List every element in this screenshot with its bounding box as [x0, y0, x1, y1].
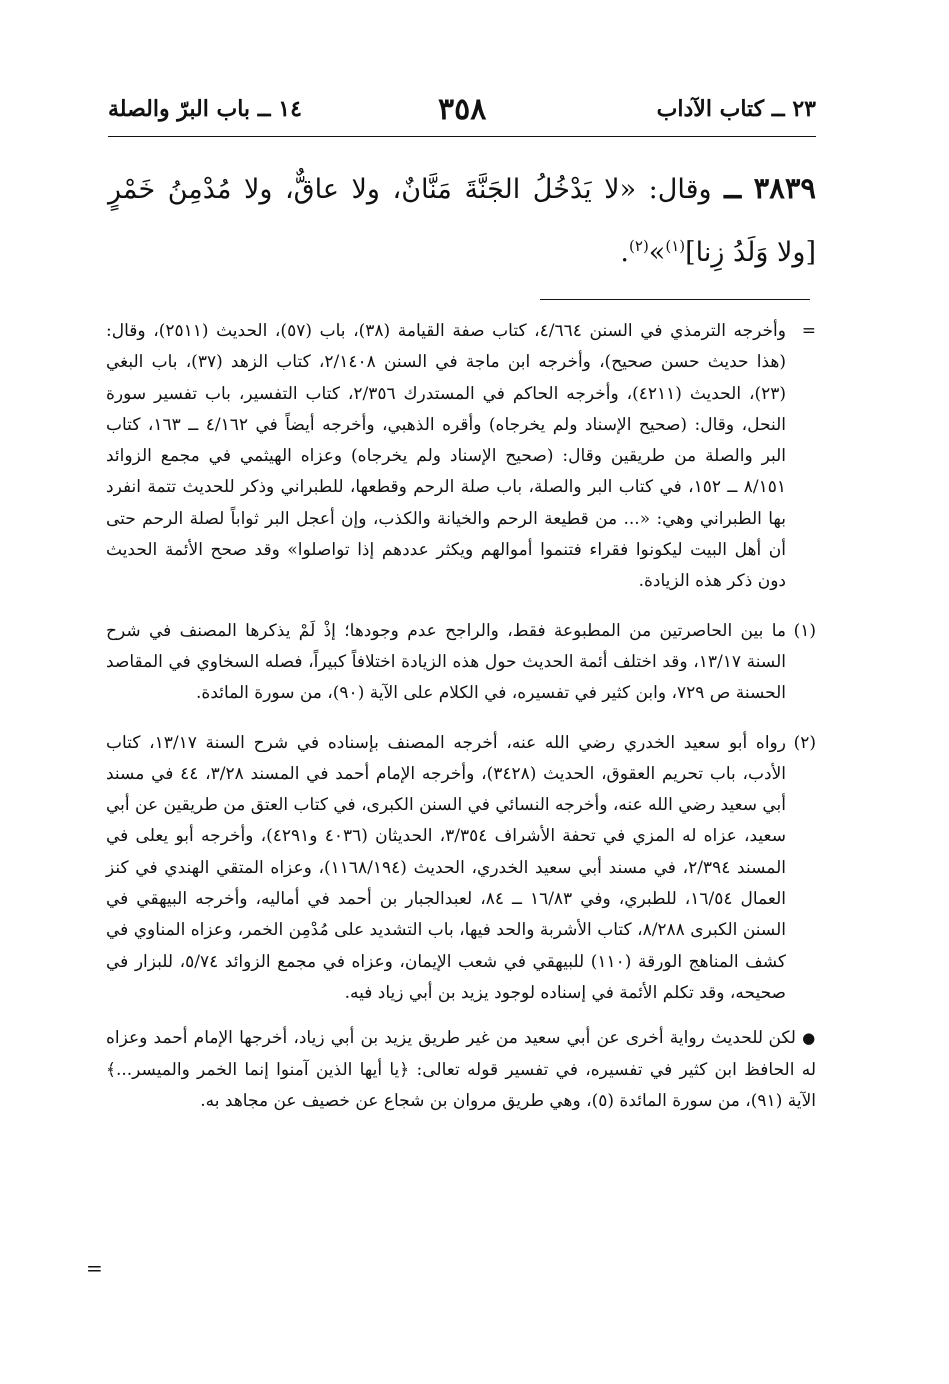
- footnote-2-addendum: [106, 1023, 816, 1117]
- page-header: [108, 92, 816, 132]
- continues-marker: =: [86, 1256, 103, 1280]
- footnote-divider: [540, 299, 810, 300]
- hadith-number: ٣٨٣٩: [753, 171, 816, 205]
- hadith-close-quote: »: [648, 237, 666, 268]
- hadith-body: وقال: «لا يَدْخُلُ الجَنَّةَ مَنَّانٌ، ولا عاقٌّ، ولا مُدْمِنُ خَمْرٍ [ولا وَلَدُ زِنا]: [108, 174, 816, 268]
- addendum-text: لكن للحديث رواية أخرى عن أبي سعيد من غير طريق يزيد بن أبي زياد، أخرجها الإمام أحمد وعزاه له الحافظ ابن كثير في تفسيره، في تفسير قوله تعالى: ﴿يا أيها الذين آمنوا إنما الخمر والميسر...﴾ الآية (٩١)، من سورة المائدة (٥)، وهي طريق مروان بن شجاع عن خصيف عن مجاهد به.: [106, 1028, 816, 1111]
- header-divider: [108, 136, 816, 137]
- footnote-1-text: ما بين الحاصرتين من المطبوعة فقط، والراجح عدم وجودها؛ إذْ لَمْ يذكرها المصنف في شرح السنة ١٣/١٧، وقد اختلف أئمة الحديث حول هذه الزيادة اختلافاً كبيراً، فصله السخاوي في المقاصد الحسنة ص ٧٢٩، وابن كثير في تفسيره، في الكلام على الآية (٩٠)، من سورة المائدة.: [106, 620, 786, 704]
- hadith-dash: ــ: [724, 171, 742, 205]
- continuation-text: وأخرجه الترمذي في السنن ٤/٦٦٤، كتاب صفة القيامة (٣٨)، باب (٥٧)، الحديث (٢٥١١)، وقال: (هذا حديث حسن صحيح)، وأخرجه ابن ماجة في السنن ٢/١٤٠٨، كتاب الزهد (٣٧)، باب البغي (٢٣)، الحديث (٤٢١١)، وأخرجه الحاكم في المستدرك ٢/٣٥٦، كتاب التفسير، باب تفسير سورة النحل، وقال: (صحيح الإسناد ولم يخرجاه) وأقره الذهبي، وأخرجه أيضاً في ٤/١٦٢ ــ ١٦٣، كتاب البر والصلة من طريقين وقال: (صحيح الإسناد ولم يخرجاه) وعزاه الهيثمي في مجمع الزوائد ٨/١٥١ ــ ١٥٢، في كتاب البر والصلة، باب صلة الرحم وقطعها، للطبراني وذكر للحديث تتمة انفرد بها الطبراني وهي: «... من قطيعة الرحم والخيانة والكذب، وإن أعجل البر ثواباً لصلة الرحم حتى أن أهل البيت ليكونوا فقراء فتنموا أموالهم ويكثر عددهم إذا تواصلوا» وقد صحح الأئمة الحديث دون ذكر هذه الزيادة.: [106, 321, 786, 592]
- continuation-marker: =: [801, 321, 816, 341]
- footnote-1-marker: (١): [793, 620, 816, 641]
- footnote-2-marker: (٢): [793, 732, 816, 753]
- chapter-title: ٢٣ ــ كتاب الآداب: [656, 96, 816, 122]
- footnote-continuation: [106, 316, 816, 598]
- footnote-2-text: رواه أبو سعيد الخدري رضي الله عنه، أخرجه المصنف بإسناده في شرح السنة ١٣/١٧، كتاب الأدب، باب تحريم العقوق، الحديث (٣٤٢٨)، وأخرجه الإمام أحمد في المسند ٣/٢٨، ٤٤ في مسند أبي سعيد رضي الله عنه، وأخرجه النسائي في السنن الكبرى، في كتاب العتق من طريقين عن أبي سعيد، عزاه له المزي في تحفة الأشراف ٣/٣٥٤، الحديثان (٤٠٣٦ و٤٢٩١)، وأخرجه أبو يعلى في المسند ٢/٣٩٤، في مسند أبي سعيد الخدري، الحديث (١١٦٨/١٩٤)، وعزاه المتقي الهندي في كنز العمال ١٦/٥٤، للطبري، وفي ١٦/٨٣ ــ ٨٤، لعبدالجبار بن أحمد في أماليه، وأخرجه البيهقي في السنن الكبرى ٨/٢٨٨، كتاب الأشربة والحد فيها، باب التشديد على مُدْمِن الخمر، وعزاه المناوي في كشف المناهج الورقة (١١٠) للبيهقي في شعب الإيمان، وعزاه في مجمع الزوائد ٥/٧٤، للبزار في صحيحه، وقد تكلم الأئمة في إسناده لوجود يزيد بن أبي زياد فيه.: [106, 732, 786, 1003]
- hadith-end: .: [620, 237, 630, 268]
- section-title: ١٤ ــ باب البرّ والصلة: [108, 96, 302, 122]
- hadith-text: [108, 160, 816, 281]
- page-number: ٣٥٨: [438, 92, 487, 127]
- footnote-ref-1: (١): [665, 237, 686, 255]
- bullet-icon: ●: [802, 1029, 817, 1048]
- footnotes: [106, 316, 816, 1117]
- footnote-2: [106, 728, 816, 1010]
- footnote-ref-2: (٢): [629, 237, 649, 255]
- footnote-1: [106, 616, 816, 710]
